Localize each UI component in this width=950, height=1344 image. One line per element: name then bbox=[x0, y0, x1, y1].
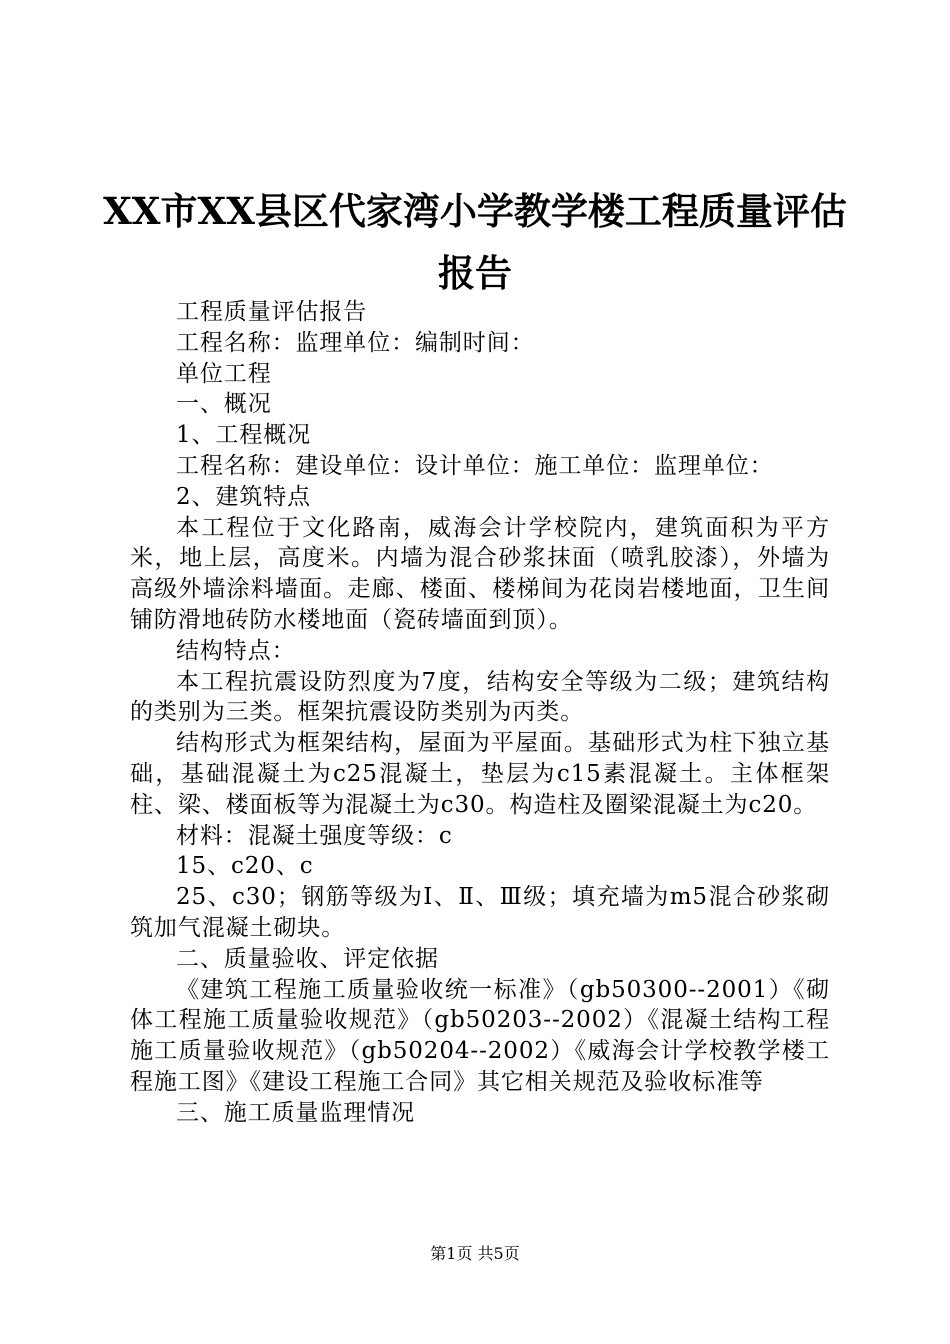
paragraph: 结构特点： bbox=[176, 637, 296, 664]
paragraph: 材料：混凝土强度等级：c bbox=[176, 822, 453, 849]
paragraph: 单位工程 bbox=[176, 360, 272, 387]
paragraph: 三、施工质量监理情况 bbox=[176, 1099, 415, 1126]
paragraph: 15、c20、c bbox=[176, 853, 314, 880]
paragraph: 工程质量评估报告 bbox=[176, 299, 368, 325]
paragraph: 1、工程概况 bbox=[176, 422, 312, 449]
document-body bbox=[130, 297, 830, 1129]
paragraph: 结构形式为框架结构，屋面为平屋面。基础形式为柱下独立基础，基础混凝土为c25混凝土，垫层为c15素混凝土。主体框架柱、梁、楼面板等为混凝土为c30。构造柱及圈梁混凝土为c20。 bbox=[130, 730, 830, 818]
paragraph: 本工程抗震设防烈度为7度，结构安全等级为二级；建筑结构的类别为三类。框架抗震设防类别为丙类。 bbox=[130, 668, 830, 726]
paragraph: 工程名称：监理单位：编制时间： bbox=[176, 329, 535, 356]
paragraph: 25、c30；钢筋等级为Ⅰ、Ⅱ、Ⅲ级；填充墙为m5混合砂浆砌筑加气混凝土砌块。 bbox=[130, 884, 830, 941]
paragraph: 2、建筑特点 bbox=[176, 483, 312, 510]
paragraph: 一、概况 bbox=[176, 391, 272, 418]
paragraph: 二、质量验收、评定依据 bbox=[176, 945, 439, 972]
paragraph: 本工程位于文化路南，威海会计学校院内，建筑面积为平方米，地上层，高度米。内墙为混合砂浆抹面（喷乳胶漆），外墙为高级外墙涂料墙面。走廊、楼面、楼梯间为花岗岩楼地面，卫生间铺防滑地砖防水楼地面（瓷砖墙面到顶）。 bbox=[130, 514, 830, 633]
document-title: XX市XX县区代家湾小学教学楼工程质量评估报告 bbox=[103, 189, 847, 295]
paragraph: 《建筑工程施工质量验收统一标准》（gb50300--2001）《砌体工程施工质量验收规范》（gb50203--2002）《混凝土结构工程施工质量验收规范》（gb50204--2002）《威海会计学校教学楼工程施工图》《建设工程施工合同》其它相关规范及验收标准等 bbox=[130, 976, 830, 1095]
paragraph: 工程名称：建设单位：设计单位：施工单位：监理单位： bbox=[176, 452, 774, 479]
page-footer: 第1页 共5页 bbox=[430, 1244, 520, 1263]
